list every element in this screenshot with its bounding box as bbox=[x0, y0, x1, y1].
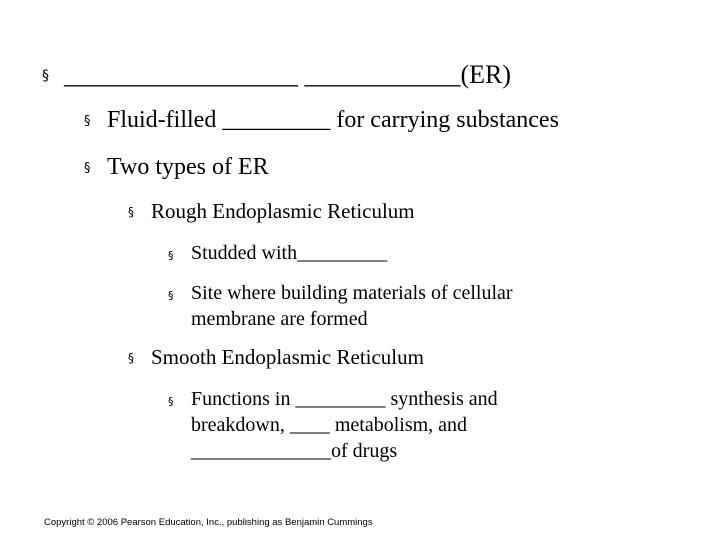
bullet-icon: § bbox=[84, 161, 91, 176]
bullet-text-line-2: breakdown, ____ metabolism, and bbox=[191, 414, 468, 436]
bullet-text: Rough Endoplasmic Reticulum bbox=[151, 199, 415, 223]
bullet-text-line-1: Site where building materials of cellular bbox=[191, 282, 513, 304]
bullet-text: Smooth Endoplasmic Reticulum bbox=[151, 345, 424, 369]
bullet-icon: § bbox=[128, 351, 134, 365]
bullet-text: Fluid-filled _________ for carrying substances bbox=[107, 107, 559, 133]
bullet-text: Two types of ER bbox=[107, 154, 269, 180]
bullet-icon: § bbox=[128, 205, 134, 219]
bullet-text-line-3: ______________of drugs bbox=[191, 440, 398, 462]
copyright-footer: Copyright © 2006 Pearson Education, Inc., publishing as Benjamin Cummings bbox=[44, 517, 373, 528]
bullet-icon: § bbox=[168, 249, 174, 262]
bullet-icon: § bbox=[168, 395, 174, 408]
bullet-icon: § bbox=[42, 68, 49, 84]
bullet-icon: § bbox=[168, 289, 174, 302]
bullet-text: Studded with_________ bbox=[191, 242, 388, 264]
bullet-text-line-2: membrane are formed bbox=[191, 308, 368, 330]
bullet-text-line-1: Functions in _________ synthesis and bbox=[191, 388, 498, 410]
bullet-text: __________________ ____________(ER) bbox=[64, 60, 512, 89]
bullet-icon: § bbox=[84, 114, 91, 129]
